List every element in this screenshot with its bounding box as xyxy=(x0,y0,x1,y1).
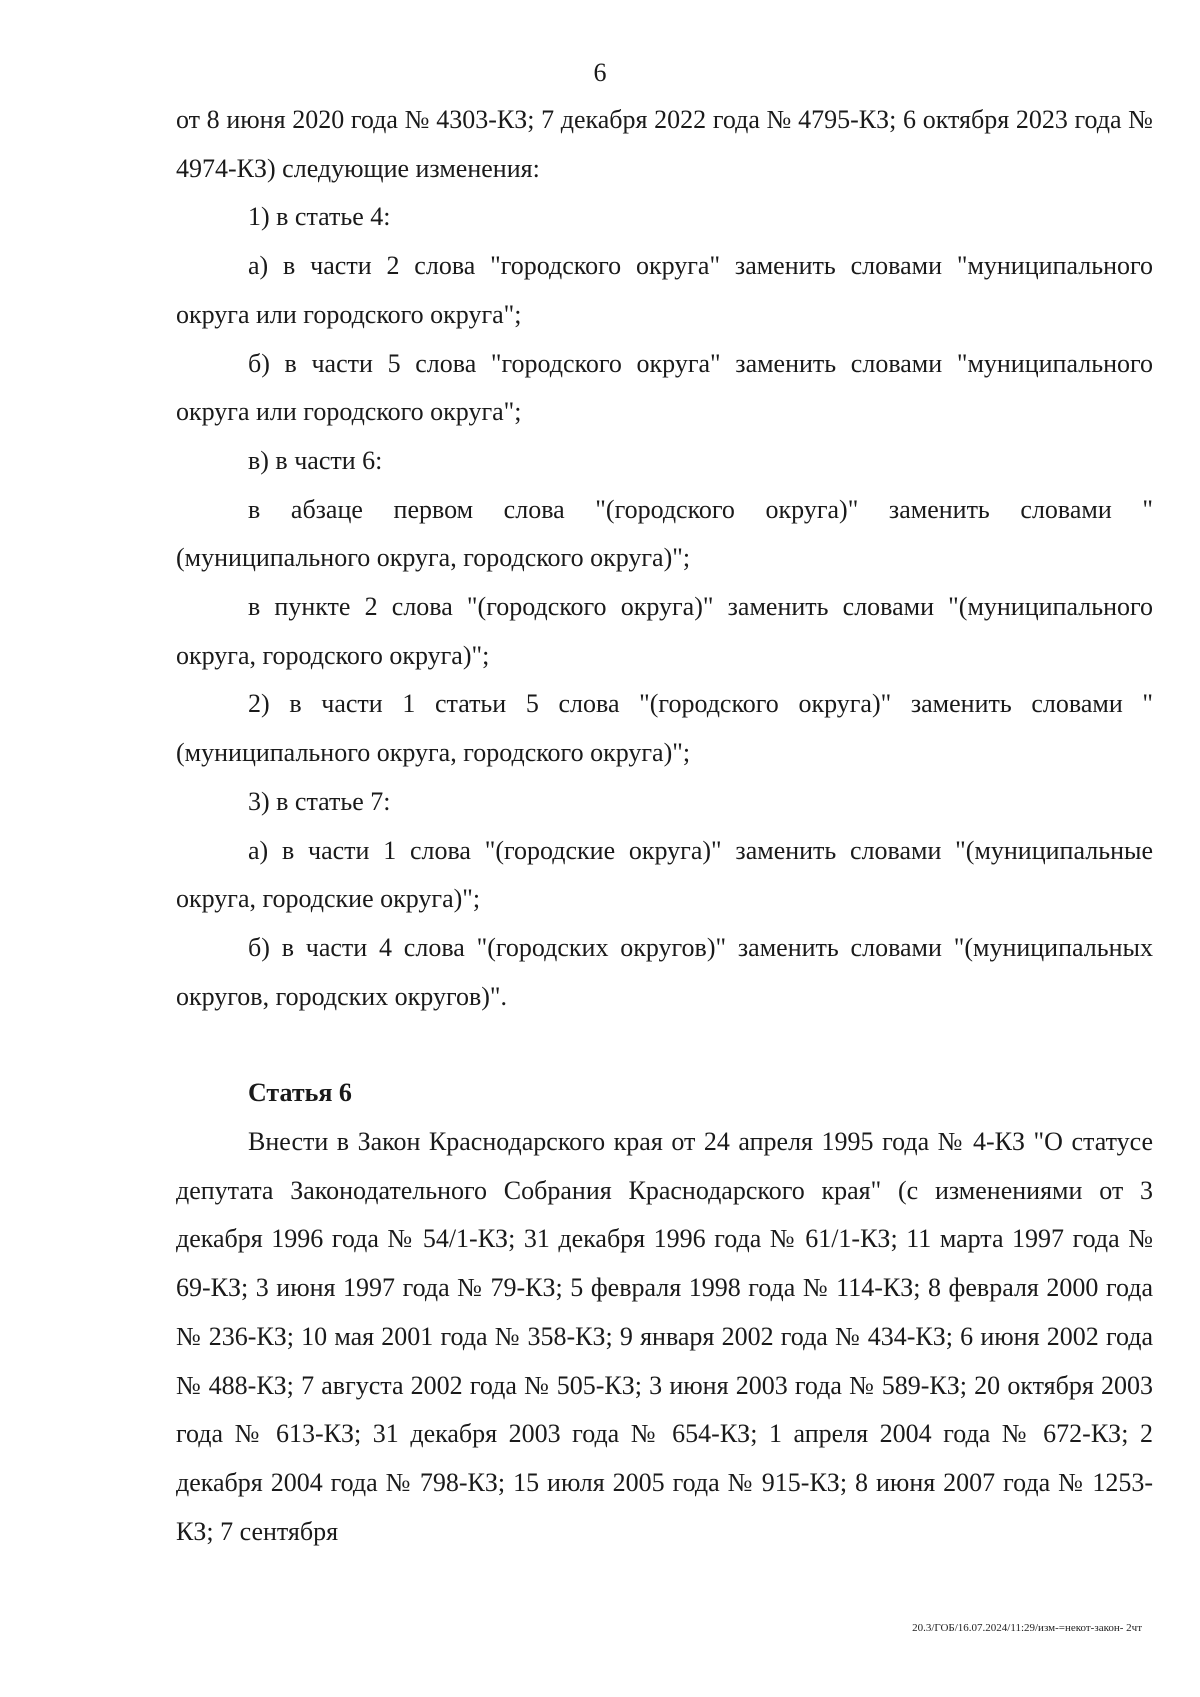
paragraph-item-3b: б) в части 4 слова "(городских округов)" заменить словами "(муниципальных округов, городских округов)". xyxy=(176,932,1153,1011)
paragraph-item-1v-first: в абзаце первом слова "(городского округа)" заменить словами "(муниципального округа, городского округа)"; xyxy=(176,494,1153,573)
page-number: 6 xyxy=(593,58,607,87)
paragraph-item-1v-second: в пункте 2 слова "(городского округа)" заменить словами "(муниципального округа, городского округа)"; xyxy=(176,592,1153,670)
paragraph-item-1a: а) в части 2 слова "городского округа" заменить словами "муниципального округа или городского округа"; xyxy=(176,251,1153,329)
paragraph-item-3a: а) в части 1 слова "(городские округа)" заменить словами "(муниципальные округа, городские округа)"; xyxy=(176,835,1153,914)
article-heading: Статья 6 xyxy=(248,1078,352,1108)
section-spacer xyxy=(176,1021,1153,1069)
paragraph-item-2: 2) в части 1 статьи 5 слова "(городского округа)" заменить словами "(муниципального округа, городского округа)"; xyxy=(176,689,1153,768)
footer-document-code: 20.3/ГОБ/16.07.2024/11:29/изм-=некот-закон- 2чт xyxy=(912,1622,1142,1634)
paragraph-item-3: 3) в статье 7: xyxy=(248,786,391,816)
paragraph-item-1b: б) в части 5 слова "городского округа" заменить словами "муниципального округа или городского округа"; xyxy=(176,348,1153,427)
paragraph-item-1: 1) в статье 4: xyxy=(248,202,391,232)
document-body xyxy=(176,96,1153,1556)
paragraph-item-1v: в) в части 6: xyxy=(248,445,383,475)
paragraph-continuation: от 8 июня 2020 года № 4303-КЗ; 7 декабря 2022 года № 4795-КЗ; 6 октября 2023 года № 4974-КЗ) следующие изменения: xyxy=(176,105,1153,183)
article-body: Внести в Закон Краснодарского края от 24 апреля 1995 года № 4-КЗ "О статусе депутата Законодательного Собрания Краснодарского края" (с изменениями от 3 декабря 1996 года № 54/1-КЗ; 31 декабря 1996 года № 61/1-КЗ; 11 марта 1997 года № 69-КЗ; 3 июня 1997 года № 79-КЗ; 5 февраля 1998 года № 114-КЗ; 8 февраля 2000 года № 236-КЗ; 10 мая 2001 года № 358-КЗ; 9 января 2002 года № 434-КЗ; 6 июня 2002 года № 488-КЗ; 7 августа 2002 года № 505-КЗ; 3 июня 2003 года № 589-КЗ; 20 октября 2003 года № 613-КЗ; 31 декабря 2003 года № 654-КЗ; 1 апреля 2004 года № 672-КЗ; 2 декабря 2004 года № 798-КЗ; 15 июля 2005 года № 915-КЗ; 8 июня 2007 года № 1253-КЗ; 7 сентября xyxy=(176,1127,1153,1546)
